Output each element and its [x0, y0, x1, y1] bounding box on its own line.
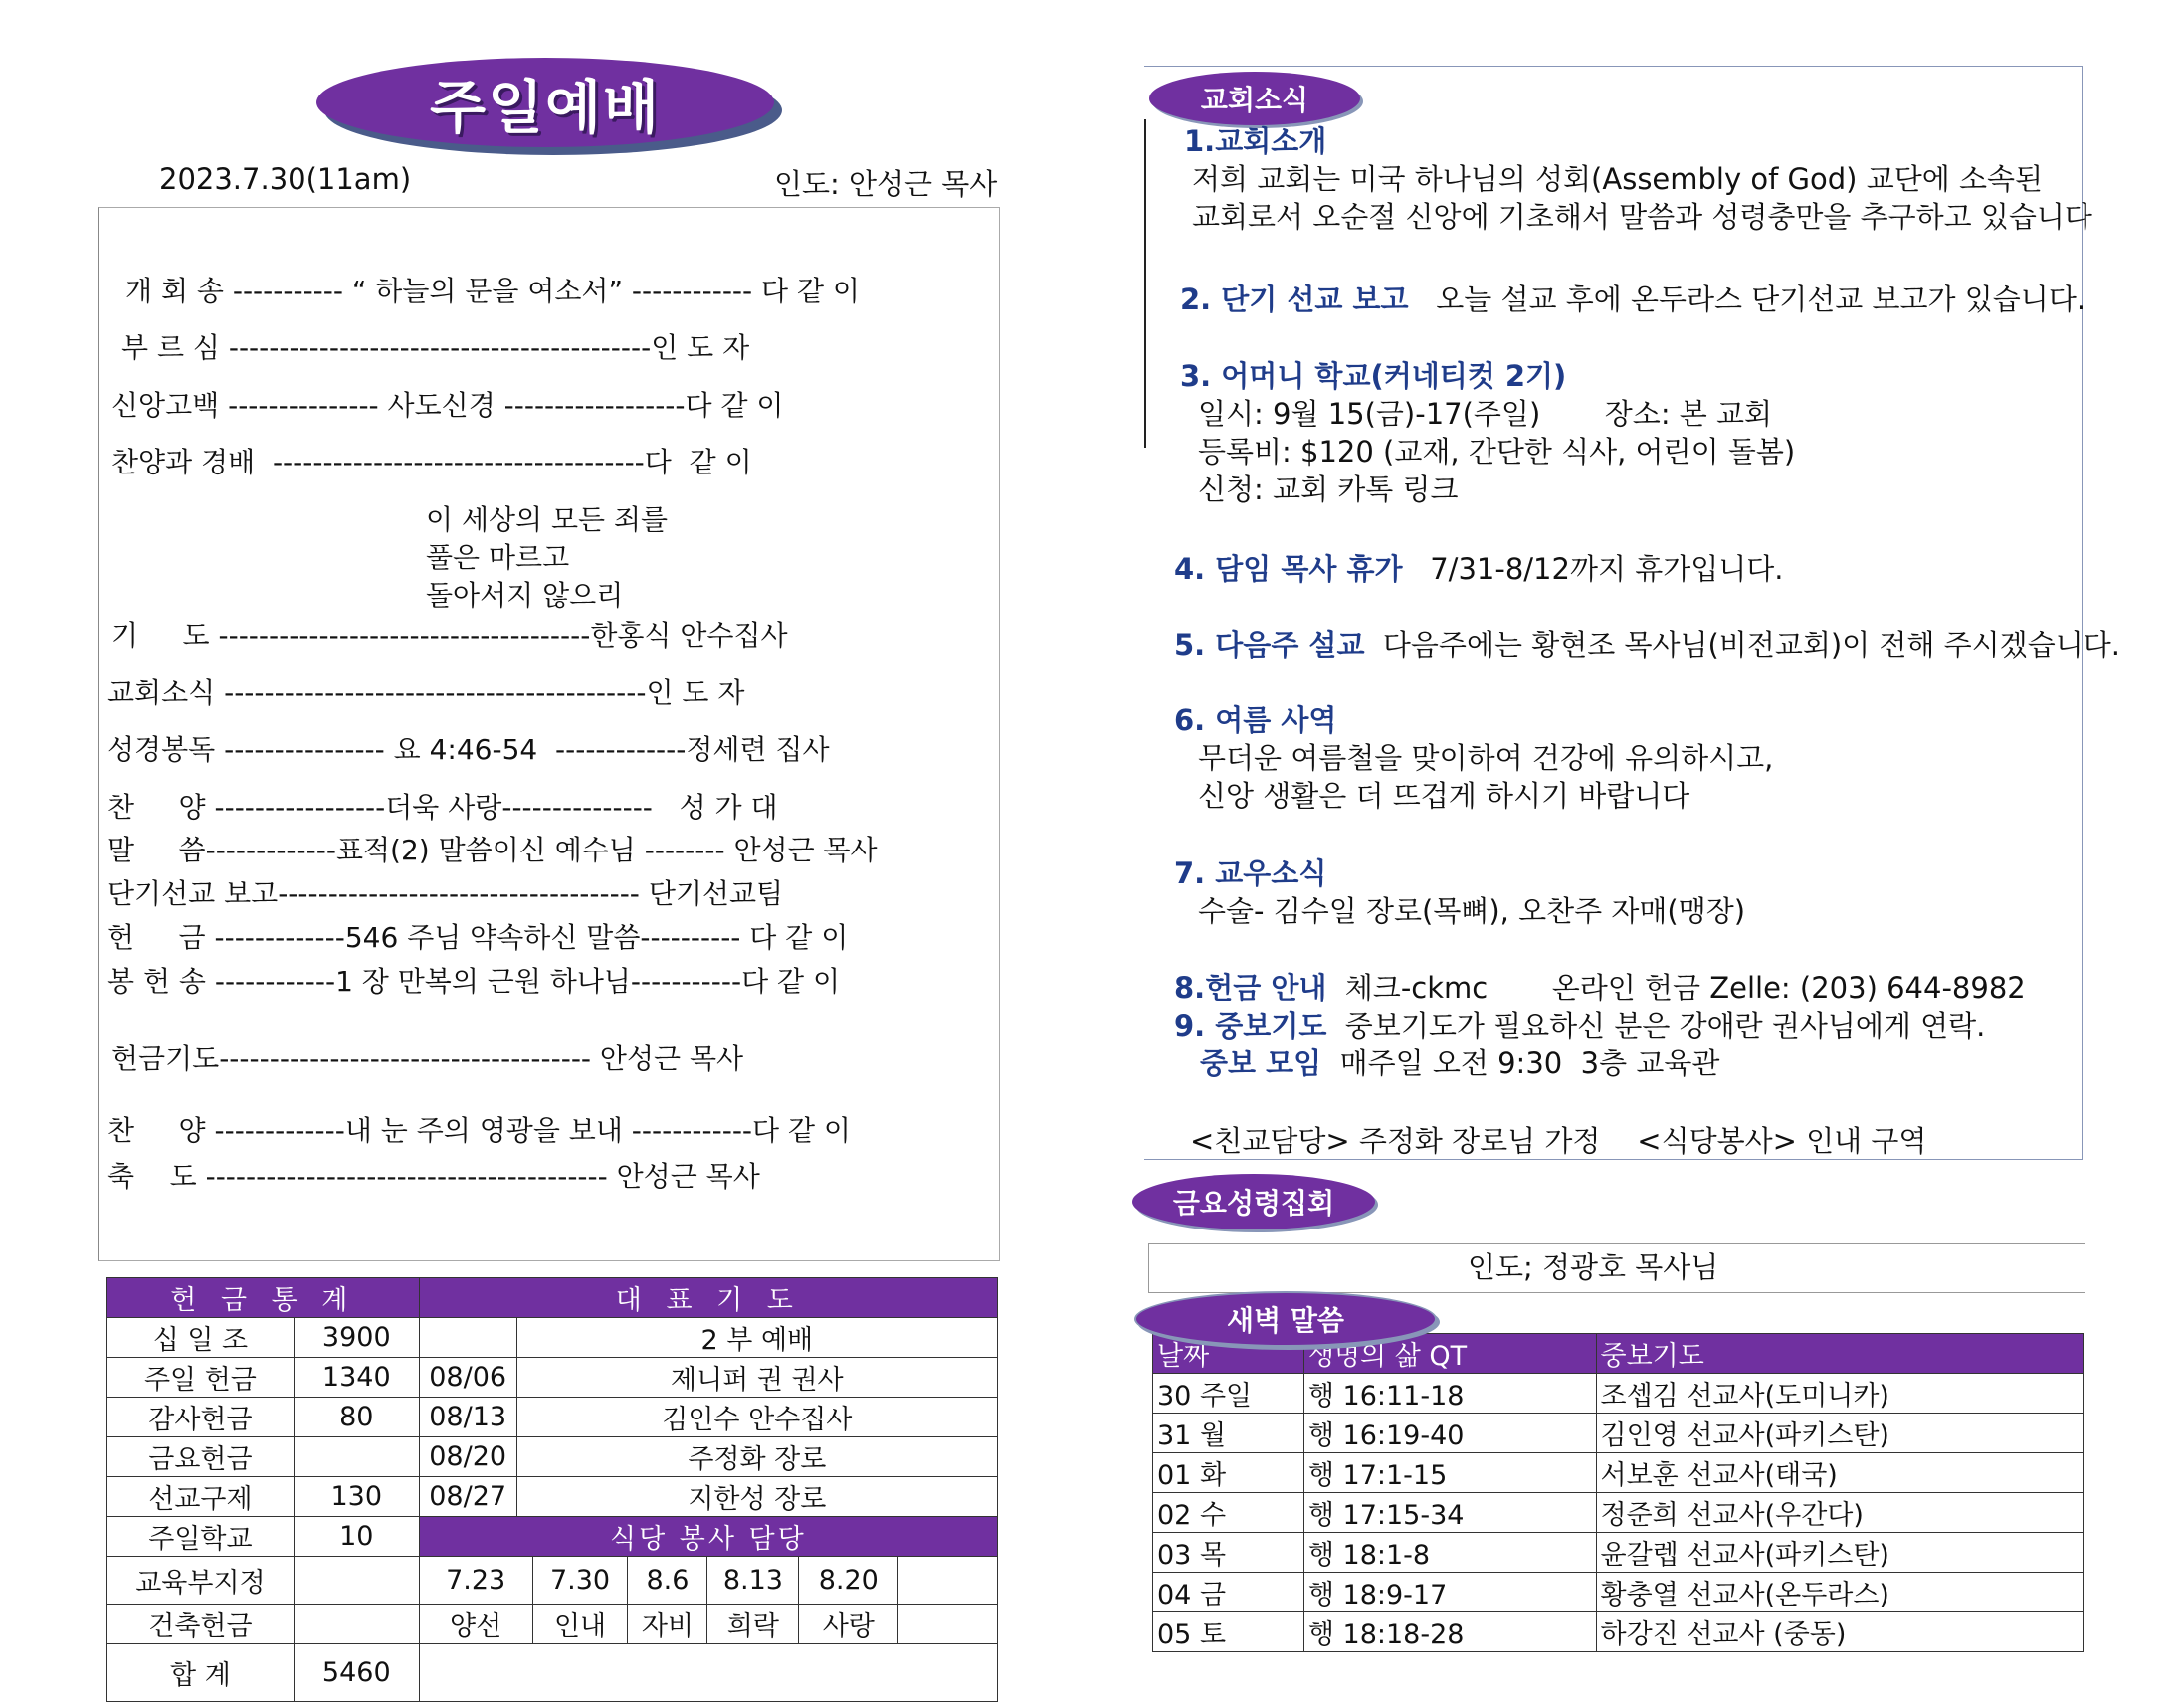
dawn-word-pill: 새벽 말씀	[1134, 1291, 1437, 1347]
offering-name: 십 일 조	[107, 1318, 295, 1358]
news-heading: 6. 여름 사역	[1174, 703, 1337, 737]
news-heading: 9. 중보기도	[1174, 1009, 1327, 1042]
kitchen-date	[898, 1557, 998, 1605]
kitchen-date: 7.23	[419, 1557, 532, 1605]
order-line: 말 씀-------------표적(2) 말씀이신 예수님 -------- 안성근 목사	[107, 834, 878, 866]
song-lyric: 돌아서지 않으리	[426, 579, 624, 612]
news-text: 매주일 오전 9:30 3층 교육관	[1321, 1046, 1720, 1080]
table-row	[1153, 1573, 2084, 1612]
kitchen-group	[898, 1605, 998, 1644]
prayer-date: 08/06	[419, 1358, 516, 1398]
prayer-name: 지한성 장로	[516, 1477, 997, 1517]
news-text: 7/31-8/12까지 휴가입니다.	[1402, 552, 1784, 586]
qt-day: 30 주일	[1153, 1374, 1304, 1414]
news-text: 신청: 교회 카톡 링크	[1198, 473, 1459, 506]
qt-passage: 행 18:18-28	[1303, 1612, 1596, 1652]
kitchen-group: 사랑	[799, 1605, 898, 1644]
prayer-name: 김인수 안수집사	[516, 1398, 997, 1437]
offering-amount: 10	[294, 1517, 419, 1557]
news-heading: 2. 단기 선교 보고	[1180, 283, 1409, 316]
order-line: 단기선교 보고------------------------------------ 단기선교팀	[107, 877, 784, 910]
service-title-banner	[316, 58, 774, 147]
news-heading: 3. 어머니 학교(커네티컷 2기)	[1180, 359, 1567, 393]
news-text: 다음주에는 황현조 목사님(비전교회)이 전해 주시겠습니다.	[1364, 628, 2120, 662]
order-line: 찬양과 경배 -------------------------------------다 같 이	[111, 446, 752, 478]
offering-name: 건축헌금	[107, 1605, 295, 1644]
offering-amount	[294, 1437, 419, 1477]
kitchen-header: 식당 봉사 담당	[419, 1517, 997, 1557]
qt-passage: 행 16:19-40	[1303, 1414, 1596, 1453]
qt-passage: 행 17:1-15	[1303, 1453, 1596, 1493]
qt-day: 01 화	[1153, 1453, 1304, 1493]
offering-amount: 130	[294, 1477, 419, 1517]
news-heading: 8.헌금 안내	[1174, 971, 1327, 1005]
order-line: 찬 양 -------------내 눈 주의 영광을 보내 ------------다 같 이	[107, 1114, 851, 1147]
prayer-date: 08/27	[419, 1477, 516, 1517]
table-row	[1153, 1493, 2084, 1533]
qt-passage: 행 18:1-8	[1303, 1533, 1596, 1573]
order-line: 부 르 심 ------------------------------------------인 도 자	[121, 331, 750, 364]
order-line: 헌금기도------------------------------------- 안성근 목사	[111, 1042, 744, 1075]
qt-day: 31 월	[1153, 1414, 1304, 1453]
table-row	[1153, 1374, 2084, 1414]
kitchen-date: 8.20	[799, 1557, 898, 1605]
offering-name: 주일 헌금	[107, 1358, 295, 1398]
news-text: 중보기도가 필요하신 분은 강애란 권사님에게 연락.	[1326, 1009, 1986, 1042]
qt-prayer: 윤갈렙 선교사(파키스탄)	[1596, 1533, 2084, 1573]
order-line: 성경봉독 ---------------- 요 4:46-54 -------------정세련 집사	[107, 733, 830, 766]
order-line: 찬 양 -----------------더욱 사랑--------------- 성 가 대	[107, 791, 778, 824]
news-text: 교회로서 오순절 신앙에 기초해서 말씀과 성령충만을 추구하고 있습니다	[1192, 200, 2092, 234]
qt-passage: 행 17:15-34	[1303, 1493, 1596, 1533]
qt-day: 05 토	[1153, 1612, 1304, 1652]
offering-name: 선교구제	[107, 1477, 295, 1517]
qt-passage: 행 16:11-18	[1303, 1374, 1596, 1414]
news-text: 일시: 9월 15(금)-17(주일) 장소: 본 교회	[1198, 397, 1773, 431]
qt-prayer: 정준희 선교사(우간다)	[1596, 1493, 2084, 1533]
prayer-name: 주정화 장로	[516, 1437, 997, 1477]
news-text: 저희 교회는 미국 하나님의 성회(Assembly of God) 교단에 소속된	[1192, 162, 2043, 196]
offering-total-label: 합 계	[107, 1644, 295, 1702]
table-row	[1153, 1414, 2084, 1453]
news-text: 등록비: $120 (교재, 간단한 식사, 어린이 돌봄)	[1198, 435, 1796, 469]
offering-name: 교육부지정	[107, 1557, 295, 1605]
news-text: 신앙 생활은 더 뜨겁게 하시기 바랍니다	[1198, 779, 1690, 813]
offering-name: 감사헌금	[107, 1398, 295, 1437]
order-line: 헌 금 -------------546 주님 약속하신 말씀---------- 다 같 이	[107, 921, 849, 954]
qt-prayer: 서보훈 선교사(태국)	[1596, 1453, 2084, 1493]
news-divider	[1144, 119, 1146, 448]
service-date: 2023.7.30(11am)	[159, 162, 412, 196]
song-lyric: 이 세상의 모든 죄를	[426, 503, 669, 536]
table-row	[1153, 1533, 2084, 1573]
news-text: 오늘 설교 후에 온두라스 단기선교 보고가 있습니다.	[1408, 283, 2086, 316]
news-heading: 4. 담임 목사 휴가	[1174, 552, 1403, 586]
offering-statistics-table	[106, 1277, 998, 1702]
dawn-qt-table	[1152, 1333, 2084, 1652]
church-news-pill: 교회소식	[1149, 72, 1360, 125]
friday-meeting-pill: 금요성령집회	[1132, 1174, 1375, 1229]
qt-header: 날짜	[1153, 1334, 1304, 1374]
order-line: 교회소식 ------------------------------------------인 도 자	[107, 676, 745, 709]
order-line: 개 회 송 ----------- “ 하늘의 문을 여소서” ------------ 다 같 이	[125, 275, 860, 307]
offering-amount	[294, 1557, 419, 1605]
offering-name: 주일학교	[107, 1517, 295, 1557]
kitchen-group: 양선	[419, 1605, 532, 1644]
order-line: 신앙고백 --------------- 사도신경 ------------------다 같 이	[111, 389, 784, 422]
news-heading: 7. 교우소식	[1174, 856, 1327, 890]
prayer-header: 대 표 기 도	[419, 1278, 997, 1318]
offering-header: 헌 금 통 계	[107, 1278, 420, 1318]
prayer-date: 08/20	[419, 1437, 516, 1477]
song-lyric: 풀은 마르고	[426, 541, 570, 574]
qt-day: 03 목	[1153, 1533, 1304, 1573]
prayer-name: 제니퍼 권 권사	[516, 1358, 997, 1398]
kitchen-group: 인내	[532, 1605, 628, 1644]
kitchen-date: 7.30	[532, 1557, 628, 1605]
empty-cell	[419, 1644, 997, 1702]
order-line: 기 도 -------------------------------------한홍식 안수집사	[111, 619, 788, 652]
news-text: <친교담당> 주정화 장로님 가정 <식당봉사> 인내 구역	[1190, 1124, 1927, 1158]
news-text: 무더운 여름철을 맞이하여 건강에 유의하시고,	[1198, 741, 1774, 775]
prayer-date	[419, 1318, 516, 1358]
kitchen-group: 자비	[628, 1605, 707, 1644]
table-row	[1153, 1612, 2084, 1652]
qt-day: 02 수	[1153, 1493, 1304, 1533]
news-heading: 중보 모임	[1200, 1046, 1322, 1080]
qt-passage: 행 18:9-17	[1303, 1573, 1596, 1612]
news-text: 체크-ckmc 온라인 헌금 Zelle: (203) 644-8982	[1326, 971, 2026, 1005]
offering-amount: 80	[294, 1398, 419, 1437]
kitchen-date: 8.6	[628, 1557, 707, 1605]
table-row	[1153, 1453, 2084, 1493]
qt-prayer: 하강진 선교사 (중동)	[1596, 1612, 2084, 1652]
kitchen-date: 8.13	[707, 1557, 799, 1605]
qt-prayer: 황충열 선교사(온두라스)	[1596, 1573, 2084, 1612]
service-title: 주일예배	[429, 74, 662, 141]
qt-header: 생명의 삶 QT	[1303, 1334, 1596, 1374]
qt-prayer: 김인영 선교사(파키스탄)	[1596, 1414, 2084, 1453]
prayer-name: 2 부 예배	[516, 1318, 997, 1358]
prayer-date: 08/13	[419, 1398, 516, 1437]
qt-prayer: 조셉김 선교사(도미니카)	[1596, 1374, 2084, 1414]
kitchen-group: 희락	[707, 1605, 799, 1644]
service-leader: 인도: 안성근 목사	[774, 167, 998, 201]
offering-name: 금요헌금	[107, 1437, 295, 1477]
news-text: 수술- 김수일 장로(목뼈), 오찬주 자매(맹장)	[1198, 894, 1746, 928]
offering-amount: 1340	[294, 1358, 419, 1398]
order-line: 축 도 ---------------------------------------- 안성근 목사	[107, 1160, 760, 1193]
offering-total: 5460	[294, 1644, 419, 1702]
news-heading: 1.교회소개	[1184, 124, 1327, 158]
qt-day: 04 금	[1153, 1573, 1304, 1612]
news-heading: 5. 다음주 설교	[1174, 628, 1365, 662]
offering-amount	[294, 1605, 419, 1644]
friday-leader: 인도; 정광호 목사님	[1468, 1250, 1719, 1284]
offering-amount: 3900	[294, 1318, 419, 1358]
qt-header: 중보기도	[1596, 1334, 2084, 1374]
order-line: 봉 헌 송 ------------1 장 만복의 근원 하나님-----------다 같 이	[107, 965, 841, 998]
